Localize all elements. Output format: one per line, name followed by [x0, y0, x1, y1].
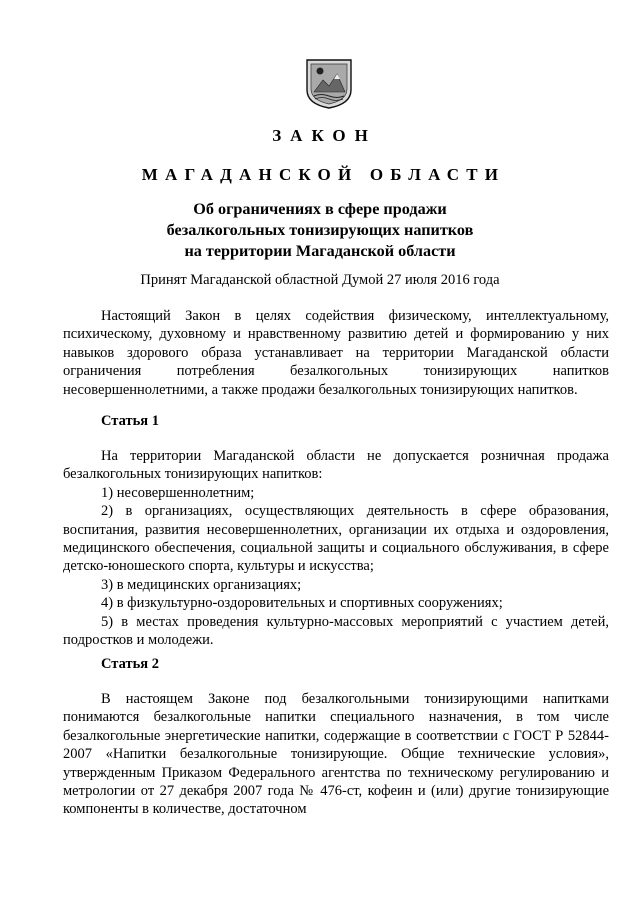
article-1-heading: Статья 1	[101, 413, 159, 429]
law-subject-line: Об ограничениях в сфере продажи	[193, 200, 447, 218]
article-1-intro: На территории Магаданской области не допускается розничная продажа безалкогольных тонизирующих напитков:	[63, 448, 609, 483]
article-1-item: 2) в организациях, осуществляющих деятельность в сфере образования, воспитания, развития несовершеннолетних, организации их отдыха и оздоровления, медицинского обеспечения, социальной защиты и социального обслуживания, в сфере детско-юношеского спорта, культуры и искусства;	[63, 503, 609, 575]
article-2-body	[63, 690, 609, 819]
law-title: ЗАКОН	[272, 126, 377, 145]
article-2-text: В настоящем Законе под безалкогольными тонизирующими напитками понимаются безалкогольные напитки специального назначения, в том числе безалкогольные энергетические напитки, содержащие в соответствии с ГОСТ Р 52844-2007 «Напитки безалкогольные тонизирующие. Общие технические условия», утвержденным Приказом Федерального агентства по техническому регулированию и метрологии от 27 декабря 2007 года № 476-ст, кофеин и (или) другие тонизирующие компоненты в количестве, достаточном	[63, 691, 609, 818]
article-1-item: 4) в физкультурно-оздоровительных и спортивных сооружениях;	[101, 595, 503, 612]
article-1-item: 5) в местах проведения культурно-массовых мероприятий с участием детей, подростков и молодежи.	[63, 613, 609, 649]
law-subject-line: на территории Магаданской области	[184, 242, 456, 260]
preamble-text: Настоящий Закон в целях содействия физическому, интеллектуальному, психическому, духовному и нравственному развитию детей и формированию у них навыков здорового образа устанавливает на территории Магаданской области ограничения потребления безалкогольных тонизирующих напитков несовершеннолетними, а также продажи безалкогольных тонизирующих напитков.	[63, 308, 609, 398]
magadan-coat-of-arms-icon	[305, 58, 353, 110]
article-1-body	[63, 447, 609, 649]
article-1-item: 1) несовершеннолетним;	[101, 484, 255, 501]
adoption-note: Принят Магаданской областной Думой 27 июля 2016 года	[140, 272, 500, 288]
article-2-heading: Статья 2	[101, 656, 159, 672]
preamble	[63, 307, 609, 399]
article-1-item: 3) в медицинских организациях;	[101, 576, 302, 593]
law-subject	[0, 199, 640, 262]
law-subject-line: безалкогольных тонизирующих напитков	[166, 221, 474, 239]
region-title: МАГАДАНСКОЙ ОБЛАСТИ	[141, 165, 506, 184]
